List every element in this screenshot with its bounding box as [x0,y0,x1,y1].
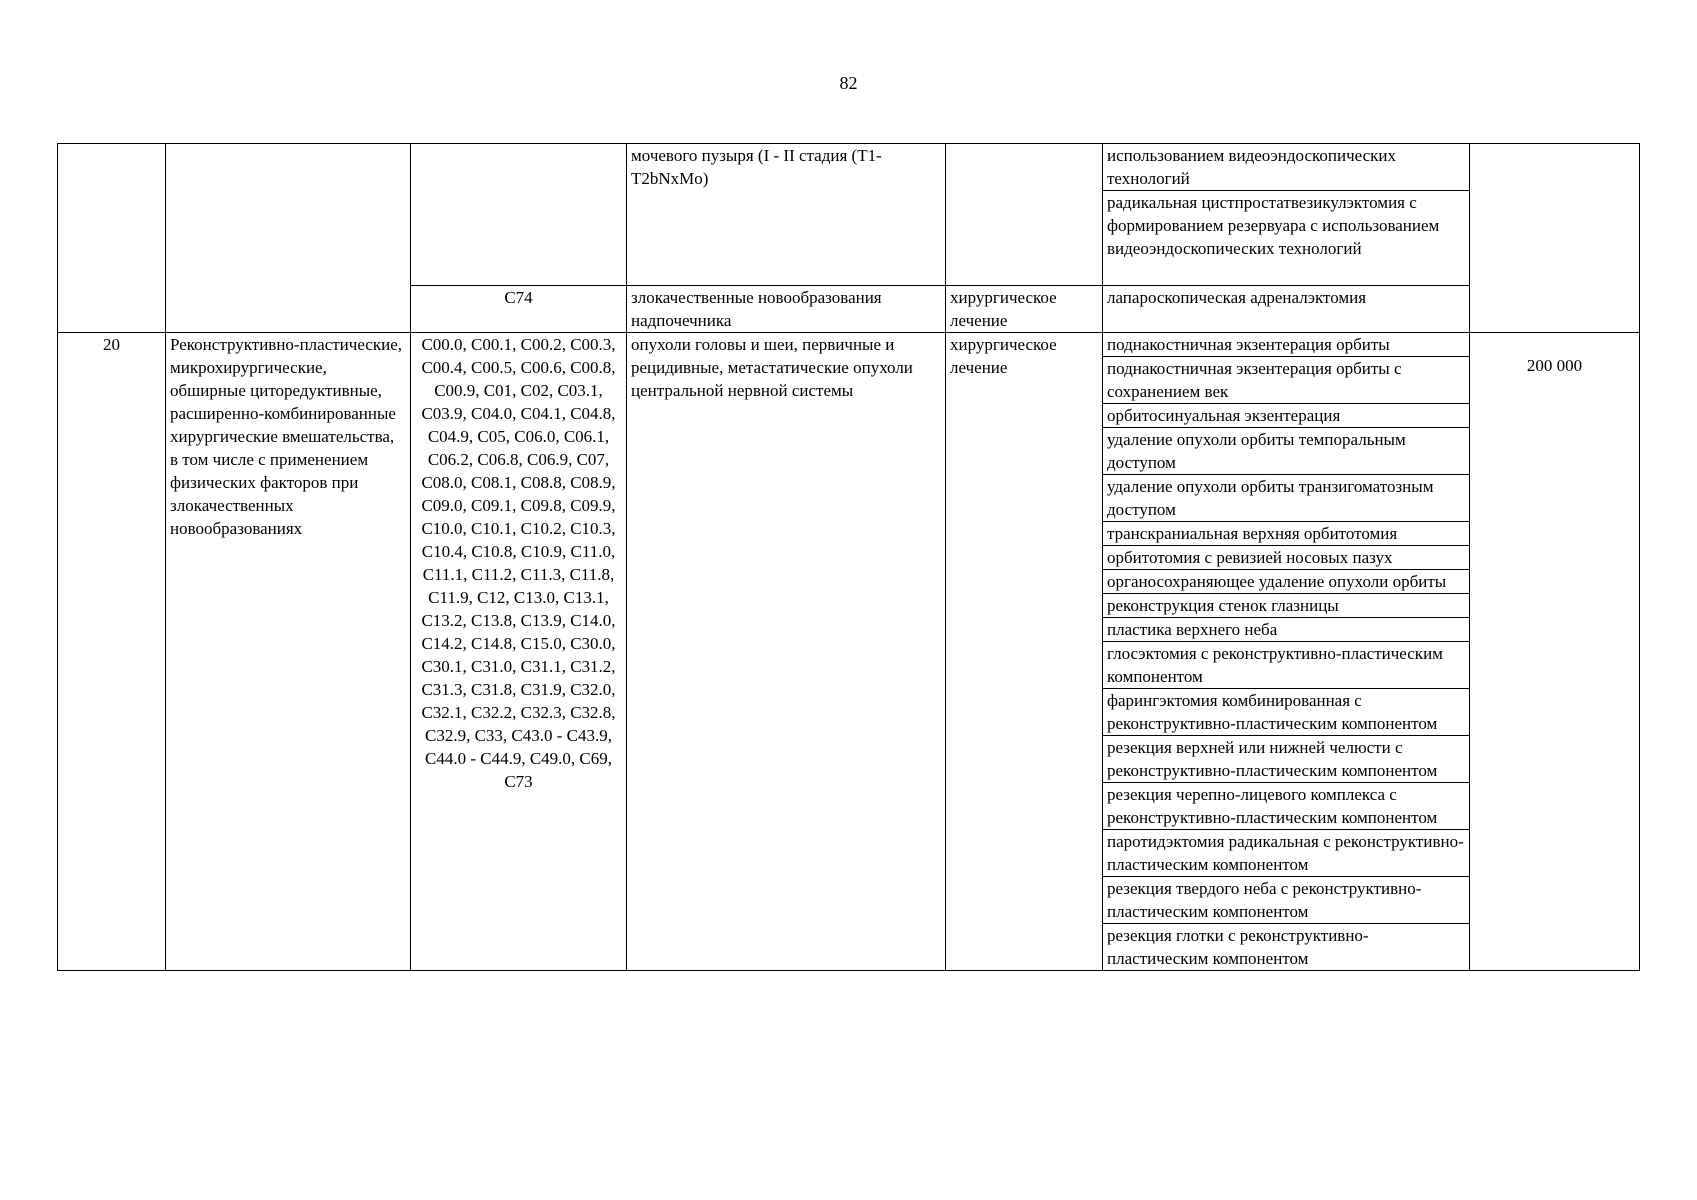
method-item: транскраниальная верхняя орбитотомия [1103,521,1469,545]
cell-price [1470,333,1640,971]
cell-methods [1103,144,1470,286]
cell-price [1470,144,1640,333]
method-item: радикальная цистпростатвезикулэктомия с формированием резервуара с использованием видеоэндоскопических технологий [1103,190,1469,260]
method-item: фарингэктомия комбинированная с реконструктивно-пластическим компонентом [1103,688,1469,735]
cell-treatment: хирургическое лечение [946,286,1103,333]
method-item: паротидэктомия радикальная с реконструктивно-пластическим компонентом [1103,829,1469,876]
services-table [57,143,1640,971]
cell-codes: C00.0, C00.1, C00.2, C00.3, C00.4, C00.5, C00.6, C00.8, C00.9, C01, C02, C03.1, C03.9, C04.0, C04.1, C04.8, C04.9, C05, C06.0, C06.1, C06.2, C06.8, C06.9, C07, C08.0, C08.1, C08.8, C08.9, C09.0, C09.1, C09.8, C09.9, C10.0, C10.1, C10.2, C10.3, C10.4, C10.8, C10.9, C11.0, C11.1, C11.2, C11.3, C11.8, C11.9, C12, C13.0, C13.1, C13.2, C13.8, C13.9, C14.0, C14.2, C14.8, C15.0, C30.0, C30.1, C31.0, C31.1, C31.2, C31.3, C31.8, C31.9, C32.0, C32.1, C32.2, C32.3, C32.8, C32.9, C33, C43.0 - C43.9, C44.0 - C44.9, C49.0, C69, C73 [411,333,627,971]
cell-codes [411,144,627,286]
method-item: использованием видеоэндоскопических технологий [1107,146,1397,188]
method-item: глосэктомия с реконструктивно-пластическим компонентом [1103,641,1469,688]
cell-codes: C74 [411,286,627,333]
method-item: резекция твердого неба с реконструктивно-пластическим компонентом [1103,876,1469,923]
method-item: удаление опухоли орбиты темпоральным доступом [1103,427,1469,474]
method-item: орбитотомия с ревизией носовых пазух [1103,545,1469,569]
method-item: реконструкция стенок глазницы [1103,593,1469,617]
cell-methods [1103,333,1470,971]
method-item: пластика верхнего неба [1103,617,1469,641]
table-row [58,144,1640,286]
method-item: резекция глотки с реконструктивно-пластическим компонентом [1103,923,1469,970]
cell-treatment: хирургическое лечение [946,333,1103,971]
cell-name: Реконструктивно-пластические, микрохирургические, обширные циторедуктивные, расширенно-комбинированные хирургические вмешательства, в том числе с применением физических факторов при злокачественных новообразованиях [166,333,411,971]
cell-treatment [946,144,1103,286]
method-item: удаление опухоли орбиты транзигоматозным доступом [1103,474,1469,521]
method-item: резекция верхней или нижней челюсти с реконструктивно-пластическим компонентом [1103,735,1469,782]
method-item: поднакостничная экзентерация орбиты [1107,335,1390,354]
cell-name [166,144,411,333]
cell-methods [1103,286,1470,333]
page-number: 82 [839,73,858,93]
cell-number [58,144,166,333]
price-value: 200 000 [1526,356,1583,375]
method-item: лапароскопическая адреналэктомия [1107,288,1367,307]
cell-diagnosis: мочевого пузыря (I - II стадия (T1-T2bNxMo) [627,144,946,286]
cell-diagnosis: опухоли головы и шеи, первичные и рецидивные, метастатические опухоли центральной нервной системы [627,333,946,971]
cell-number: 20 [58,333,166,971]
method-item: орбитосинуальная экзентерация [1103,403,1469,427]
method-item: органосохраняющее удаление опухоли орбиты [1103,569,1469,593]
method-item: поднакостничная экзентерация орбиты с сохранением век [1103,356,1469,403]
cell-diagnosis: злокачественные новообразования надпочечника [627,286,946,333]
method-item: резекция черепно-лицевого комплекса с реконструктивно-пластическим компонентом [1103,782,1469,829]
table-row [58,333,1640,971]
